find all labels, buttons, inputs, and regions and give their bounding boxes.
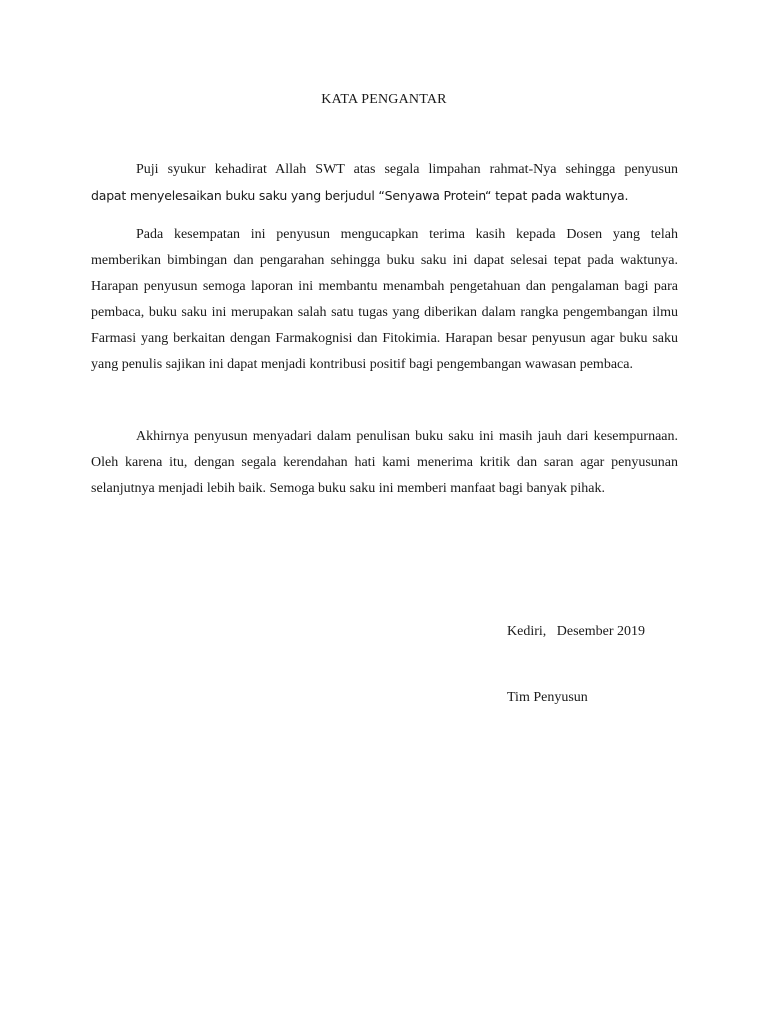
place-date: Kediri, Desember 2019 <box>507 624 646 639</box>
paragraph-closing-text: Akhirnya penyusun menyadari dalam penulisan buku saku ini masih jauh dari kesempurnaan. Oleh karena itu, dengan segala kerendahan hati kami menerima kritik dan saran agar penyusunan selanjutnya menjadi lebih baik. Semoga buku saku ini memberi manfaat bagi banyak pihak. <box>91 429 678 496</box>
paragraph-closing <box>91 424 678 502</box>
paragraph-acknowledgement-text: Pada kesempatan ini penyusun mengucapkan terima kasih kepada Dosen yang telah memberikan bimbingan dan pengarahan sehingga buku saku ini dapat selesai tepat pada waktunya. Harapan penyusun semoga laporan ini membantu menambah pengetahuan dan pengalaman bagi para pembaca, buku saku ini merupakan salah satu tugas yang diberikan dalam rangka pengembangan ilmu Farmasi yang berkaitan dengan Farmakognisi dan Fitokimia. Harapan besar penyusun agar buku saku yang penulis sajikan ini dapat menjadi kontribusi positif bagi pengembangan wawasan pembaca. <box>91 227 678 372</box>
paragraph-opening-line-1: Puji syukur kehadirat Allah SWT atas segala limpahan rahmat-Nya sehingga penyusun <box>136 162 678 177</box>
paragraph-acknowledgement <box>91 222 678 378</box>
signature: Tim Penyusun <box>507 690 588 705</box>
paragraph-opening-line-2: dapat menyelesaikan buku saku yang berjudul “Senyawa Protein“ tepat pada waktunya. <box>91 188 629 203</box>
paragraph-opening <box>91 157 678 209</box>
page-title: KATA PENGANTAR <box>321 92 447 107</box>
